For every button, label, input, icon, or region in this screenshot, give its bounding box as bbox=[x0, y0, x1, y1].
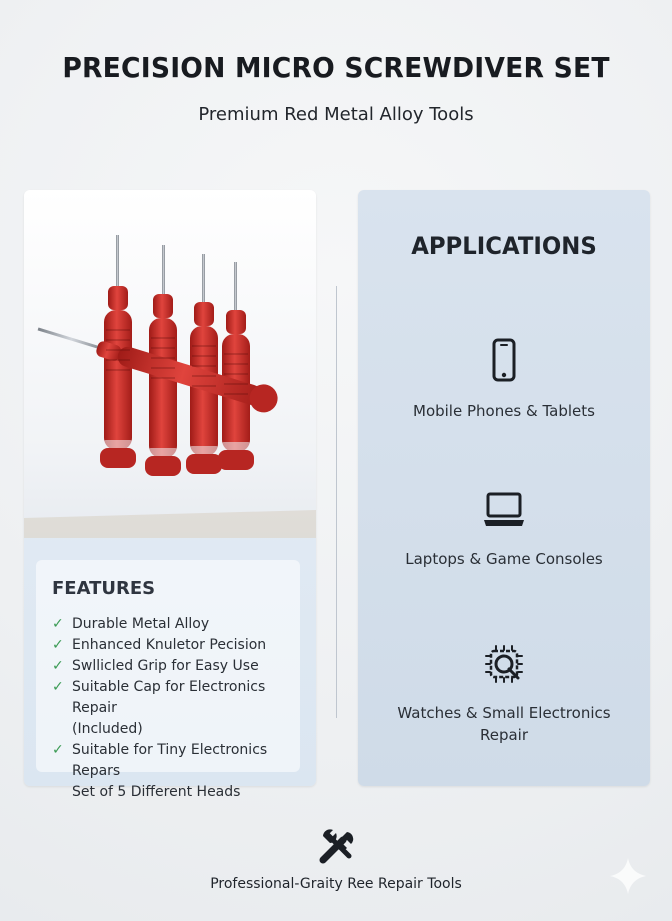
page-subtitle: Premium Red Metal Alloy Tools bbox=[198, 104, 474, 125]
smartphone-icon bbox=[478, 336, 530, 388]
feature-text: Swllicled Grip for Easy Use bbox=[72, 658, 259, 674]
feature-item bbox=[52, 740, 304, 803]
checkmark-icon: ✓ bbox=[52, 616, 64, 632]
checkmark-icon: ✓ bbox=[52, 679, 64, 695]
feature-text: Durable Metal Alloy bbox=[72, 616, 210, 632]
feature-item bbox=[52, 614, 304, 635]
application-watches bbox=[358, 638, 650, 746]
feature-text: Enhanced Knuletor Pecision bbox=[72, 637, 267, 653]
feature-text: Suitable for Tiny Electronics Repars Set of 5 Different Heads bbox=[72, 742, 268, 800]
checkmark-icon: ✓ bbox=[52, 637, 64, 653]
section-divider bbox=[336, 286, 337, 718]
checkmark-icon: ✓ bbox=[52, 742, 64, 758]
product-photo bbox=[24, 190, 316, 538]
checkmark-icon: ✓ bbox=[52, 658, 64, 674]
features-list bbox=[52, 614, 304, 803]
application-label: Mobile Phones & Tablets bbox=[413, 402, 595, 420]
feature-text: Suitable Cap for Electronics Repair (Included) bbox=[72, 679, 266, 737]
feature-item bbox=[52, 656, 304, 677]
sparkle-icon bbox=[608, 856, 648, 896]
feature-item bbox=[52, 635, 304, 656]
application-phones bbox=[358, 336, 650, 422]
application-laptops bbox=[358, 484, 650, 570]
tools-icon bbox=[313, 824, 359, 870]
watch-chip-icon bbox=[478, 638, 530, 690]
screwdriver-set-image bbox=[24, 190, 316, 538]
application-label: Watches & Small Electronics Repair bbox=[397, 704, 611, 744]
application-label: Laptops & Game Consoles bbox=[405, 550, 603, 568]
features-title: FEATURES bbox=[52, 578, 156, 599]
laptop-icon bbox=[478, 484, 530, 536]
applications-title: APPLICATIONS bbox=[411, 232, 597, 260]
page-title: PRECISION MICRO SCREWDIVER SET bbox=[62, 51, 610, 84]
footer-tagline: Professional-Graity Ree Repair Tools bbox=[210, 876, 462, 892]
feature-item bbox=[52, 677, 304, 740]
